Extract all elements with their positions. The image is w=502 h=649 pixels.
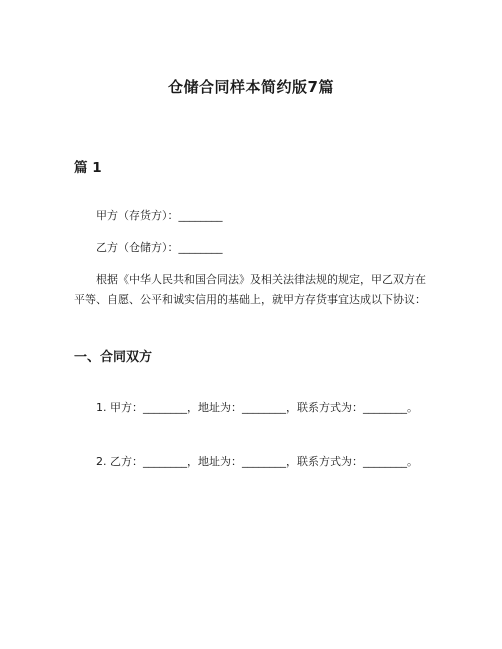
list-item-party-a: 1. 甲方：________，地址为：________，联系方式为：________。 xyxy=(96,401,418,414)
section-title: 篇 1 xyxy=(74,160,102,176)
preamble-paragraph: 根据《中华人民共和国合同法》及相关法律法规的规定，甲乙双方在平等、自愿、公平和诚实信用的基础上，就甲方存货事宜达成以下协议： xyxy=(74,273,426,306)
party-a-line: 甲方（存货方）：________ xyxy=(96,209,223,222)
party-b-line: 乙方（仓储方）：________ xyxy=(96,241,223,254)
clause-heading-parties: 一、合同双方 xyxy=(74,350,153,365)
list-item-party-b: 2. 乙方：________，地址为：________，联系方式为：________。 xyxy=(96,455,418,468)
document-title: 仓储合同样本简约版7篇 xyxy=(168,78,334,96)
